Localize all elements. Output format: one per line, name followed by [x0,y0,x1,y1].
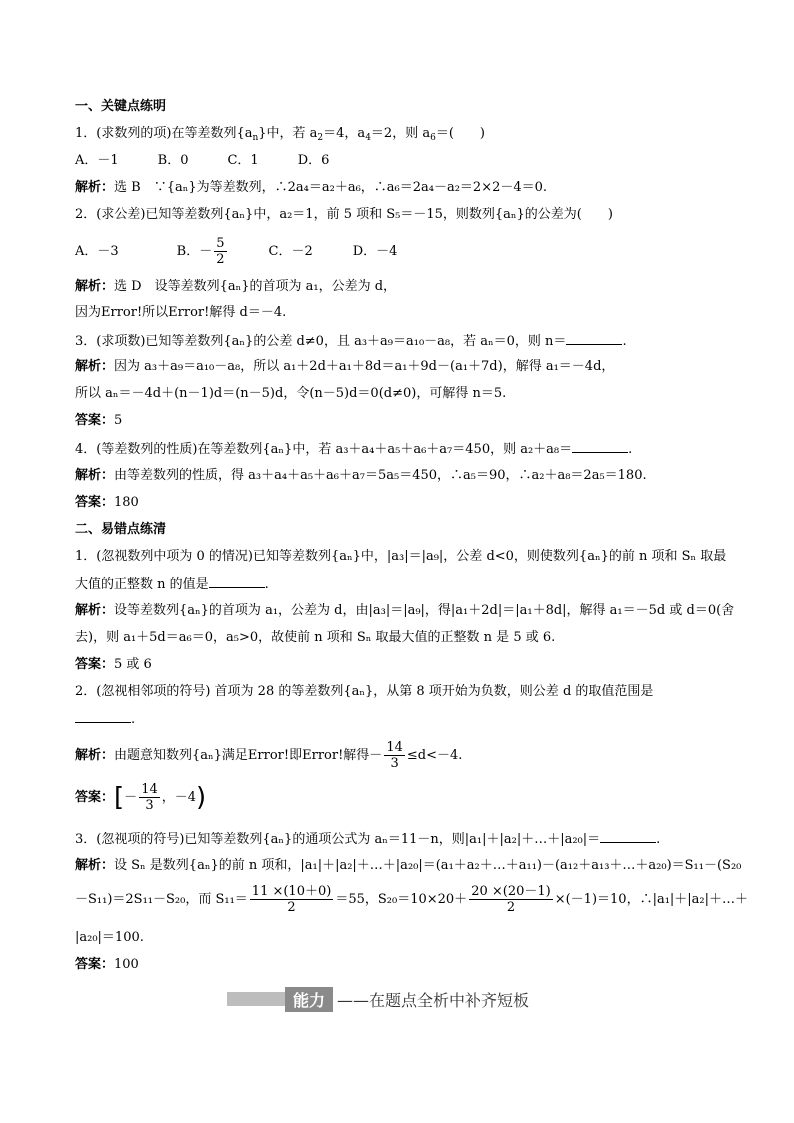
banner-strong: 能力 [285,987,333,1012]
p2-answer-fraction: $\frac{14}{3}$ [141,782,158,813]
p3-fraction-2: $\frac{20 \times(20-1)}{2}$ [471,884,551,915]
q2-solution-2: 因为Error!所以Error!解得 d＝－4. [75,305,287,320]
p3-solution: 解析：设 Sₙ 是数列{aₙ}的前 n 项和，|a₁|＋|a₂|＋…＋|a₂₀|＝(a₁＋a₂＋…＋a₁₁)－(a₁₂＋a₁₃＋…＋a₂₀)＝S₁₁－(S₂₀ [75,858,742,873]
p2-solution-fraction: $\frac{14}{3}$ [386,740,403,771]
banner-bar [227,992,285,1006]
q3-answer: 答案：5 [75,413,123,428]
q1-stem: 1．(求数列的项)在等差数列$\{a_n\}$中，若 $a_2=4$，$a_4=2$，则 $a_6=$( ) [75,126,485,143]
p3-fraction-1: $\frac{11 \times(10+0)}{2}$ [251,884,332,915]
q2-solution: 解析：选 D 设等差数列{aₙ}的首项为 a₁，公差为 d， [75,279,397,294]
p3-answer: 答案：100 [75,957,139,972]
p3-solution-3: |a₂₀|＝100. [75,930,144,945]
p1-answer: 答案：5 或 6 [75,657,152,672]
q3-solution: 解析：因为 a₃＋a₉＝a₁₀－a₈，所以 a₁＋2d＋a₁＋8d＝a₁＋9d－(a₁＋7d)，解得 a₁＝－4d， [75,359,615,374]
p3-stem: 3．(忽视项的符号)已知等差数列{aₙ}的通项公式为 aₙ＝11－n，则|a₁|＋|a₂|＋…＋|a₂₀|＝ . [75,832,661,847]
p2-solution: 解析：由题意知数列{aₙ}满足Error!即Error!解得－ $\frac{14}{3}$ ≤d<－4. [75,740,463,771]
q1-options: A．－1 B．0 C．1 D．6 [75,153,330,168]
q3-stem: 3．(求项数)已知等差数列{aₙ}的公差 d≠0，且 a₃＋a₉＝a₁₀－a₈，若 aₙ＝0，则 n＝ . [75,334,627,349]
section-title-2: 二、易错点练清 [75,522,167,537]
q1-solution: 解析：选 B ∵{aₙ}为等差数列，∴2a₄＝a₂＋a₆，∴a₆＝2a₄－a₂＝2×2－4＝0. [75,180,548,195]
p2-answer: 答案：[－ $\frac{14}{3}$ ，－4) [75,782,207,813]
q2-fraction: $\frac{5}{2}$ [216,236,225,267]
p1-solution-2: 去)，则 a₁＋5d＝a₆＝0，a₅>0，故使前 n 项和 Sₙ 取最大值的正整数 n 是 5 或 6. [75,630,556,645]
q2-stem: 2．(求公差)已知等差数列{aₙ}中，a₂＝1，前 5 项和 S₅＝－15，则数列{aₙ}的公差为( ) [75,207,613,222]
p1-solution: 解析：设等差数列{aₙ}的首项为 a₁，公差为 d，由|a₃|＝|a₉|，得|a₁＋2d|＝|a₁＋8d|，解得 a₁＝－5d 或 d＝0(舍 [75,603,735,618]
section-title-1: 一、关键点练明 [75,99,167,114]
q4-stem: 4．(等差数列的性质)在等差数列{aₙ}中，若 a₃＋a₄＋a₅＋a₆＋a₇＝450，则 a₂＋a₈＝ . [75,442,633,457]
q3-solution-2: 所以 aₙ＝－4d＋(n－1)d＝(n－5)d，令(n－5)d＝0(d≠0)，可解得 n＝5. [75,386,507,401]
banner-text: ——在题点全析中补齐短板 [337,990,530,1010]
q2-options: A．－3 B．－ $\frac{5}{2}$ C．－2 D．－4 [75,236,398,267]
p2-stem-2: . [75,710,135,729]
p2-stem: 2．(忽视相邻项的符号) 首项为 28 的等差数列{aₙ}，从第 8 项开始为负数，则公差 d 的取值范围是 [75,684,654,699]
p1-stem-2: 大值的正整数 n 的值是 . [75,577,269,592]
q4-answer: 答案：180 [75,495,139,510]
q4-solution: 解析：由等差数列的性质，得 a₃＋a₄＋a₅＋a₆＋a₇＝5a₅＝450，∴a₅＝90，∴a₂＋a₈＝2a₅＝180. [75,468,647,483]
p1-stem: 1．(忽视数列中项为 0 的情况)已知等差数列{aₙ}中，|a₃|＝|a₉|，公差 d<0，则使数列{aₙ}的前 n 项和 Sₙ 取最 [75,549,727,564]
ability-banner [227,988,529,1010]
p3-solution-2: －S₁₁)＝2S₁₁－S₂₀，而 S₁₁＝ $\frac{11 \times(10+0)}{2}$ ＝55，S₂₀＝10×20＋ $\frac{20 \times(20-1)}{2}$ ×(－1)＝10，∴|a₁|＋|a₂|＋…＋ [75,884,749,915]
